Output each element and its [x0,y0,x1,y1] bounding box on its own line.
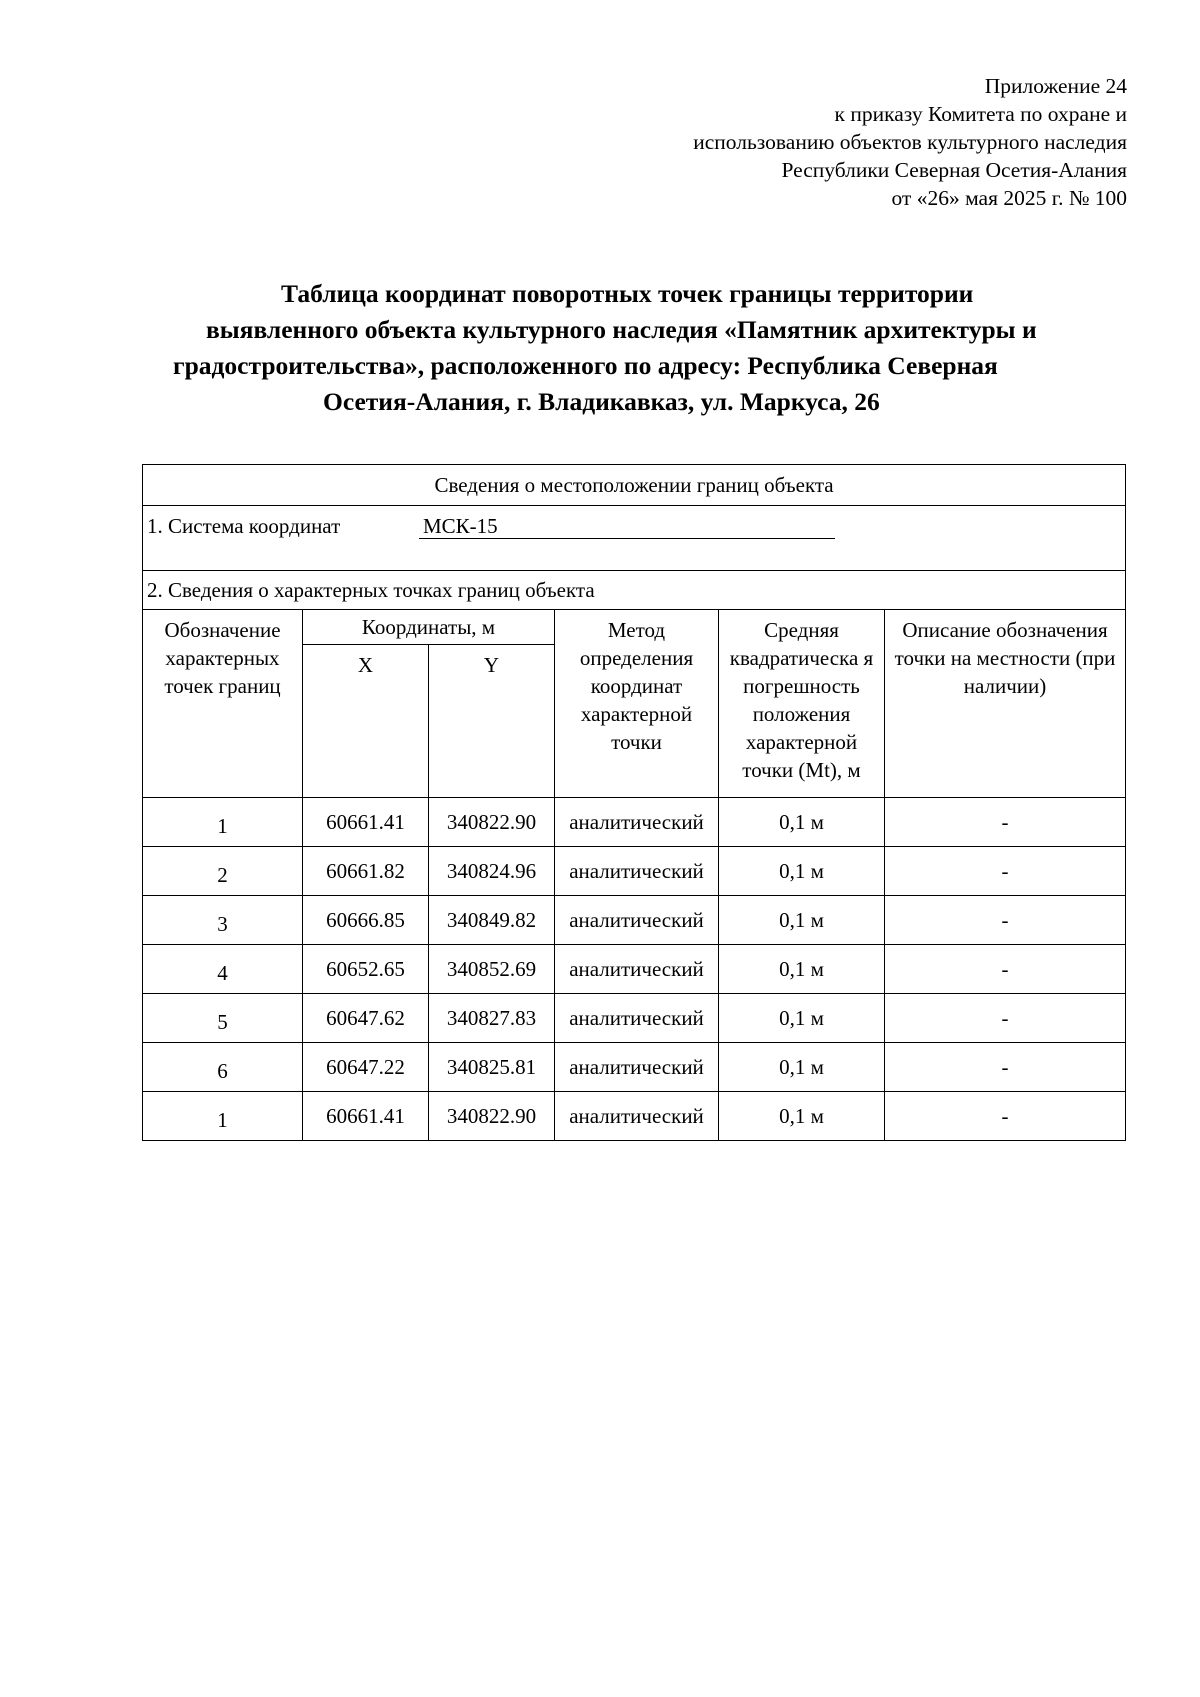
cell-x: 60661.41 [303,798,429,847]
cell-method: аналитический [555,798,719,847]
cell-y: 340825.81 [429,1043,555,1092]
cell-error: 0,1 м [719,896,885,945]
appendix-committee: использованию объектов культурного наследия [693,130,1127,154]
title-line: градостроительства», расположенного по адресу: Республика Северная [173,351,998,380]
cell-x: 60666.85 [303,896,429,945]
document-title [140,276,1140,420]
cell-method: аналитический [555,847,719,896]
cell-method: аналитический [555,1092,719,1141]
table-row [143,1043,1126,1092]
points-header: 2. Сведения о характерных точках границ объекта [143,571,1126,610]
col-header-coordinates: Координаты, м [303,610,555,645]
cell-error: 0,1 м [719,1092,885,1141]
cell-error: 0,1 м [719,1043,885,1092]
col-header-y: Y [429,645,555,798]
cell-method: аналитический [555,994,719,1043]
cell-method: аналитический [555,945,719,994]
cell-error: 0,1 м [719,847,885,896]
table-row [143,798,1126,847]
cell-x: 60661.82 [303,847,429,896]
cell-description: - [885,945,1126,994]
col-header-error: Средняя квадратическа я погрешность положения характерной точки (Mt), м [719,610,885,798]
cell-description: - [885,847,1126,896]
cell-y: 340852.69 [429,945,555,994]
cell-description: - [885,896,1126,945]
cell-point: 3 [143,896,303,945]
table-row [143,896,1126,945]
cell-y: 340822.90 [429,798,555,847]
coord-system-row [143,506,1126,571]
title-line: выявленного объекта культурного наследия «Памятник архитектуры и [206,315,1037,344]
table-row [143,994,1126,1043]
coord-system-value: МСК-15 [419,514,835,539]
cell-method: аналитический [555,896,719,945]
cell-point: 1 [143,798,303,847]
title-line: Таблица координат поворотных точек границы территории [281,279,974,308]
col-header-method: Метод определения координат характерной точки [555,610,719,798]
appendix-republic: Республики Северная Осетия-Алания [781,158,1127,182]
title-line: Осетия-Алания, г. Владикавказ, ул. Маркуса, 26 [323,387,880,416]
table-row [143,847,1126,896]
col-header-description: Описание обозначения точки на местности (при наличии) [885,610,1126,798]
cell-y: 340827.83 [429,994,555,1043]
cell-point: 1 [143,1092,303,1141]
cell-description: - [885,1092,1126,1141]
cell-description: - [885,798,1126,847]
table-row [143,1092,1126,1141]
table-row [143,945,1126,994]
cell-y: 340824.96 [429,847,555,896]
cell-x: 60661.41 [303,1092,429,1141]
cell-error: 0,1 м [719,798,885,847]
cell-point: 6 [143,1043,303,1092]
col-header-x: X [303,645,429,798]
cell-point: 4 [143,945,303,994]
cell-description: - [885,1043,1126,1092]
appendix-order-ref: к приказу Комитета по охране и [834,102,1127,126]
cell-point: 5 [143,994,303,1043]
cell-error: 0,1 м [719,945,885,994]
coordinates-table [142,464,1126,1141]
appendix-number: Приложение 24 [984,74,1127,98]
cell-point: 2 [143,847,303,896]
cell-method: аналитический [555,1043,719,1092]
cell-x: 60647.22 [303,1043,429,1092]
appendix-header [693,72,1127,212]
cell-error: 0,1 м [719,994,885,1043]
appendix-date: от «26» мая 2025 г. № 100 [891,186,1127,210]
cell-x: 60652.65 [303,945,429,994]
col-header-designation: Обозначение характерных точек границ [143,610,303,798]
cell-y: 340822.90 [429,1092,555,1141]
cell-x: 60647.62 [303,994,429,1043]
cell-description: - [885,994,1126,1043]
section-header: Сведения о местоположении границ объекта [143,465,1126,506]
coord-system-label: 1. Система координат [147,514,341,538]
cell-y: 340849.82 [429,896,555,945]
